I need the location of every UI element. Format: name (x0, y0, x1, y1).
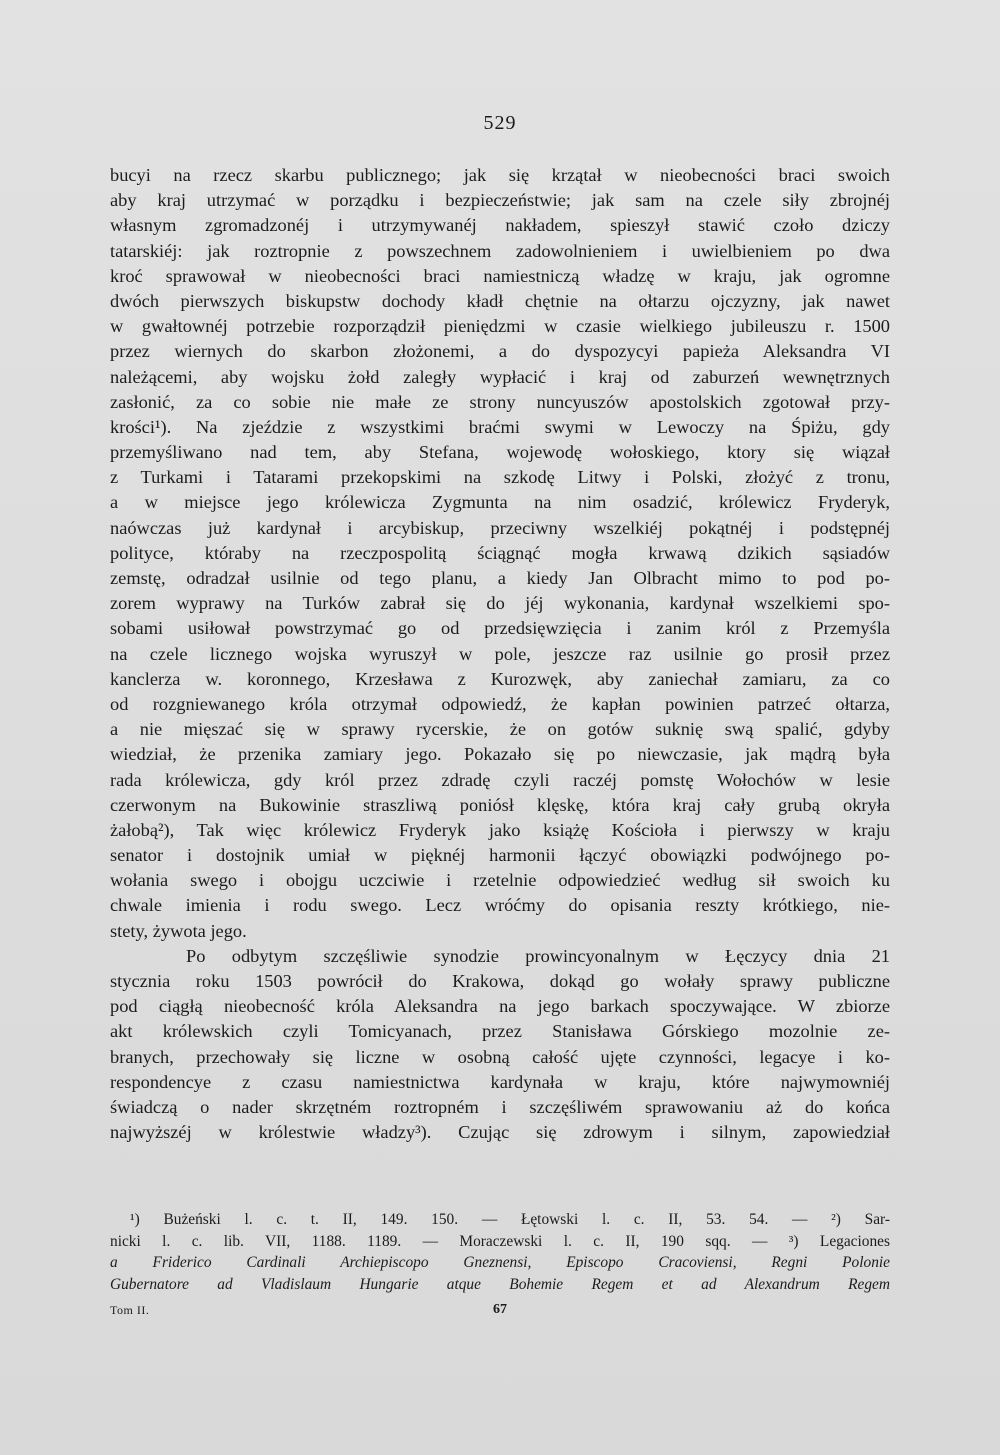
body-line: aby kraj utrzymać w porządku i bezpieczeństwie; jak sam na czele siły zbrojnéj (110, 190, 890, 211)
body-line: przemyśliwano nad tem, aby Stefana, wojewodę wołoskiego, ktory się wiązał (110, 442, 890, 463)
body-line: rada królewicza, gdy król przez zdradę czyli raczéj pomstę Wołochów w lesie (110, 769, 890, 790)
body-line: na czele licznego wojska wyruszył w pole, jeszcze raz usilnie go prosił przez (110, 643, 890, 664)
body-line: respondencye z czasu namiestnictwa kardynała w kraju, które najwymowniéj (110, 1071, 890, 1092)
body-line: a nie mięszać się w sprawy rycerskie, że on gotów suknię swą spalić, gdyby (110, 719, 890, 740)
page-signature (110, 1300, 890, 1320)
body-line: naówczas już kardynał i arcybiskup, przeciwny wszelkiéj pokątnéj i podstępnéj (110, 517, 890, 538)
body-line: wiedział, że przenika zamiary jego. Pokazało się po niewczasie, jak mądrą była (110, 744, 890, 765)
body-line: stycznia roku 1503 powrócił do Krakowa, dokąd go wołały sprawy publiczne (110, 971, 890, 991)
body-line: kanclerza w. koronnego, Krzesława z Kurozwęk, aby zaniechał zamiaru, za co (110, 668, 890, 689)
body-line: kroć sprawował w nieobecności braci namiestniczą władzę w kraju, jak ogromne (110, 265, 890, 286)
footnote-line: Gubernatore ad Vladislaum Hungarie atque Bohemie Regem et ad Alexandrum Regem (110, 1275, 890, 1293)
volume-mark: Tom II. (110, 1303, 150, 1317)
body-line: świadczą o nader skrzętném roztropném i szczęśliwém sprawowaniu aż do końca (110, 1096, 890, 1117)
body-line: senator i dostojnik umiał w pięknéj harmonii łączyć obowiązki podwójnego po- (110, 845, 890, 866)
page-number: 529 (483, 112, 517, 134)
body-line: Po odbytym szczęśliwie synodzie prowincyonalnym w Łęczycy dnia 21 (186, 945, 890, 966)
body-line: dwóch pierwszych biskupstw dochody kładł chętnie na ołtarzu ojczyzny, jak nawet (110, 290, 890, 311)
body-line: przez wiernych do skarbon złożonemi, a do dyspozycyi papieża Aleksandra VI (110, 341, 890, 362)
body-line: w gwałtownéj potrzebie rozporządził pieniędzmi w czasie wielkiego jubileuszu r. 1500 (110, 316, 890, 337)
body-line: zemstę, odradzał usilnie od tego planu, a kiedy Jan Olbracht mimo to pod po- (110, 568, 890, 588)
footnotes (110, 1209, 890, 1295)
footnote-line: a Friderico Cardinali Archiepiscopo Gneznensi, Episcopo Cracoviensi, Regni Polonie (110, 1254, 890, 1272)
body-line: tatarskiéj: jak roztropnie z powszechnem zadowolnieniem i uwielbieniem po dwa (110, 240, 890, 261)
body-line: od rozgniewanego króla otrzymał odpowiedź, że kapłan powinien patrzeć ołtarza, (110, 693, 890, 714)
body-line: sobami usiłował powstrzymać go od przedsięwzięcia i zanim król z Przemyśla (110, 618, 890, 639)
body-line: akt królewskich czyli Tomicyanach, przez Stanisława Górskiego mozolnie ze- (110, 1021, 890, 1042)
body-line: bucyi na rzecz skarbu publicznego; jak się krzątał w nieobecności braci swoich (110, 165, 890, 185)
body-line: stety, żywota jego. (110, 920, 247, 941)
body-line: krości¹). Na zjeździe z wszystkimi braćmi swymi w Lewoczy na Śpiżu, gdy (110, 416, 890, 437)
footnote-line: ¹) Bużeński l. c. t. II, 149. 150. — Łętowski l. c. II, 53. 54. — ²) Sar- (130, 1211, 890, 1228)
body-line: polityce, któraby na rzeczpospolitą ściągnąć mogła krwawą dzikich sąsiadów (110, 542, 890, 563)
body-line: żałobą²), Tak więc królewicz Fryderyk jako książę Kościoła i pierwszy w kraju (110, 819, 890, 840)
signature-number: 67 (493, 1302, 507, 1317)
body-line: wołania swego i obojgu uczciwie i rzetelnie odpowiedzieć według sił swoich ku (110, 870, 890, 891)
footnote-line: nicki l. c. lib. VII, 1188. 1189. — Moraczewski l. c. II, 190 sqq. — ³) Legaciones (110, 1232, 890, 1250)
body-line: zorem wyprawy na Turków zabrał się do jéj wykonania, kardynał wszelkiemi spo- (110, 593, 890, 614)
body-line: a w miejsce jego królewicza Zygmunta na nim osadzić, królewicz Fryderyk, (110, 492, 890, 513)
body-line: branych, przechowały się liczne w osobną całość ujęte czynności, legacye i ko- (110, 1046, 890, 1067)
body-line: czerwonym na Bukowinie straszliwą poniósł klęskę, która kraj cały grubą okryła (110, 794, 890, 815)
body-line: najwyższéj w królestwie władzy³). Czując się zdrowym i silnym, zapowiedział (110, 1122, 890, 1143)
body-line: własnym zgromadzonéj i utrzymywanéj nakładem, spieszył stawić czoło dziczy (110, 215, 890, 236)
body-line: należącemi, aby wojsku żołd zaległy wypłacić i kraj od zaburzeń wewnętrznych (110, 366, 890, 387)
body-line: z Turkami i Tatarami przekopskimi na szkodę Litwy i Polski, złożyć z tronu, (110, 467, 890, 488)
body-line: pod ciągłą nieobecność króla Aleksandra na jego barkach spoczywające. W zbiorze (110, 996, 890, 1017)
body-text (110, 163, 890, 1145)
body-line: chwale imienia i rodu swego. Lecz wróćmy do opisania reszty krótkiego, nie- (110, 895, 890, 916)
body-line: zasłonić, za co sobie nie małe ze strony nuncyuszów apostolskich zgotował przy- (110, 391, 890, 412)
